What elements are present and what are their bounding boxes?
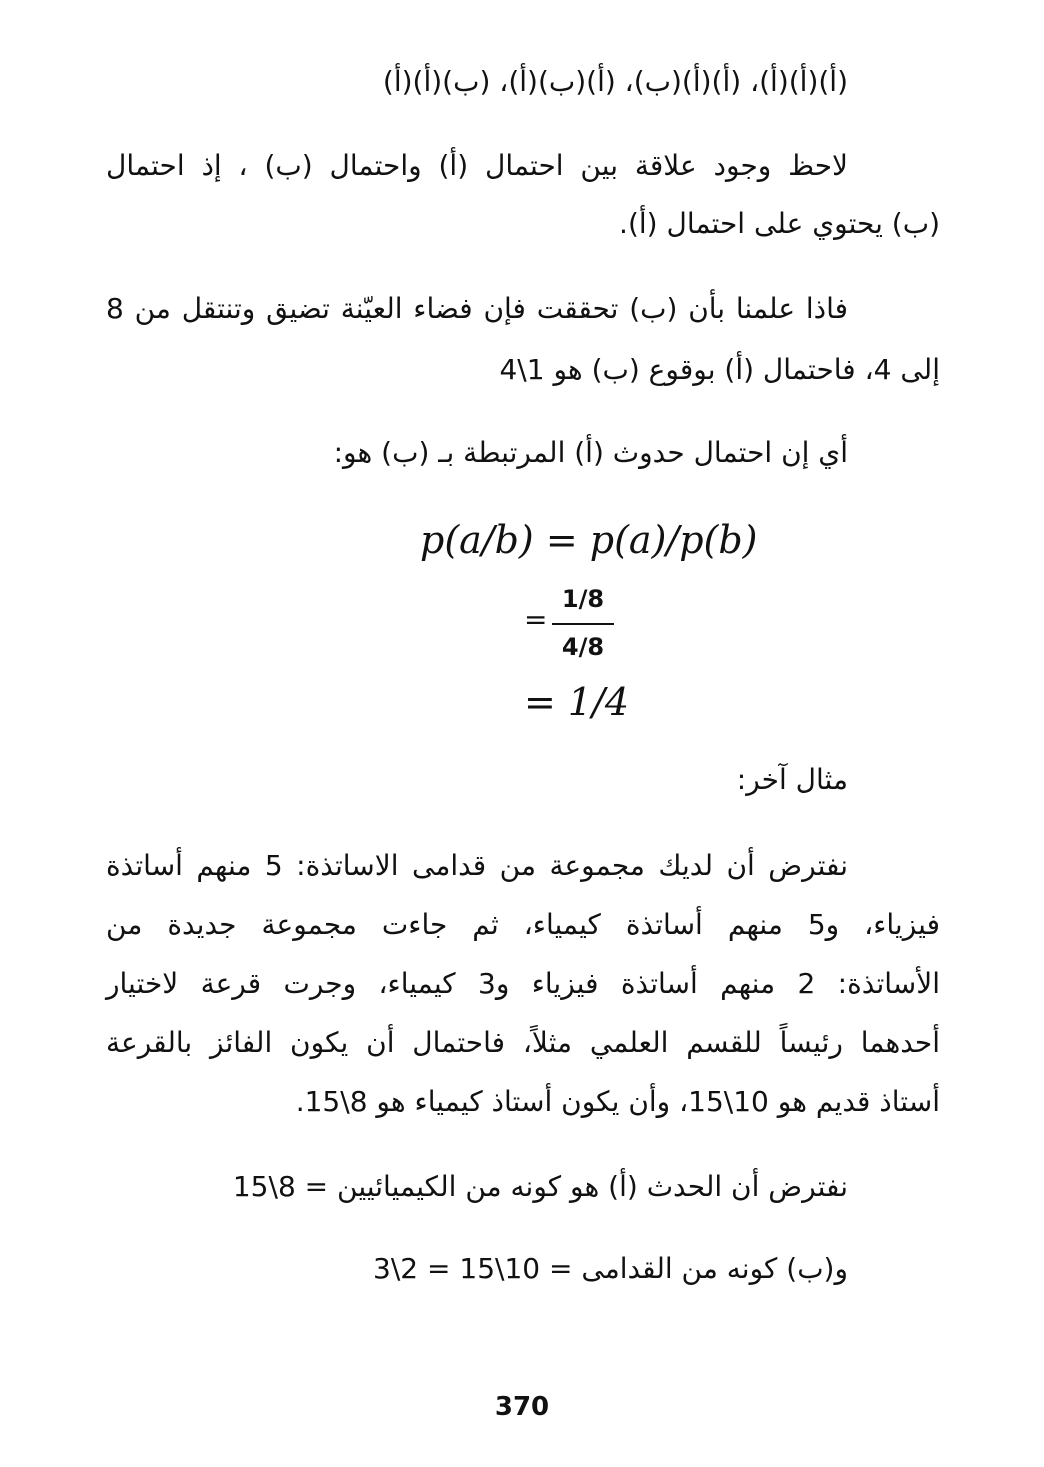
paragraph-line: أحدهما رئيساً للقسم العلمي مثلاً، فاحتمال أن يكون الفائز بالقرعة — [106, 1026, 940, 1059]
formula-fraction — [524, 585, 624, 665]
formula-result: = 1/4 — [524, 680, 630, 724]
fraction-numerator: 1/8 — [561, 585, 605, 613]
paragraph-line: أستاذ قديم هو 10\15، وأن يكون أستاذ كيمياء هو 8\15. — [295, 1085, 940, 1118]
paragraph-line: لاحظ وجود علاقة بين احتمال (أ) واحتمال (ب) ، إذ احتمال — [106, 149, 848, 182]
fraction-bar — [552, 623, 614, 625]
paragraph-conditional: أي إن احتمال حدوث (أ) المرتبطة بـ (ب) هو: — [333, 436, 848, 469]
event-a-line: نفترض أن الحدث (أ) هو كونه من الكيميائيين = 8\15 — [232, 1170, 848, 1203]
fraction-equals: = — [524, 603, 548, 636]
outcomes-line: (أ)(أ)(أ)، (أ)(أ)(ب)، (أ)(ب)(أ)، (ب)(أ)(أ) — [382, 65, 848, 98]
example-heading: مثال آخر: — [736, 763, 848, 796]
paragraph-line: إلى 4، فاحتمال (أ) بوقوع (ب) هو 1\4 — [499, 353, 940, 386]
page-number: 370 — [494, 1392, 550, 1422]
formula-main: p(a/b) = p(a)/p(b) — [420, 518, 758, 562]
fraction-denominator: 4/8 — [561, 633, 605, 661]
paragraph-line: فاذا علمنا بأن (ب) تحققت فإن فضاء العيّنة تضيق وتنتقل من 8 — [106, 292, 848, 325]
paragraph-line: فيزياء، و5 منهم أساتذة كيمياء، ثم جاءت مجموعة جديدة من — [106, 908, 940, 941]
paragraph-line: نفترض أن لديك مجموعة من قدامى الاساتذة: 5 منهم أساتذة — [106, 849, 848, 882]
paragraph-line: الأساتذة: 2 منهم أساتذة فيزياء و3 كيمياء، وجرت قرعة لاختيار — [106, 967, 941, 1000]
event-b-line: و(ب) كونه من القدامى = 10\15 = 2\3 — [373, 1252, 848, 1285]
paragraph-line: (ب) يحتوي على احتمال (أ). — [619, 207, 940, 240]
